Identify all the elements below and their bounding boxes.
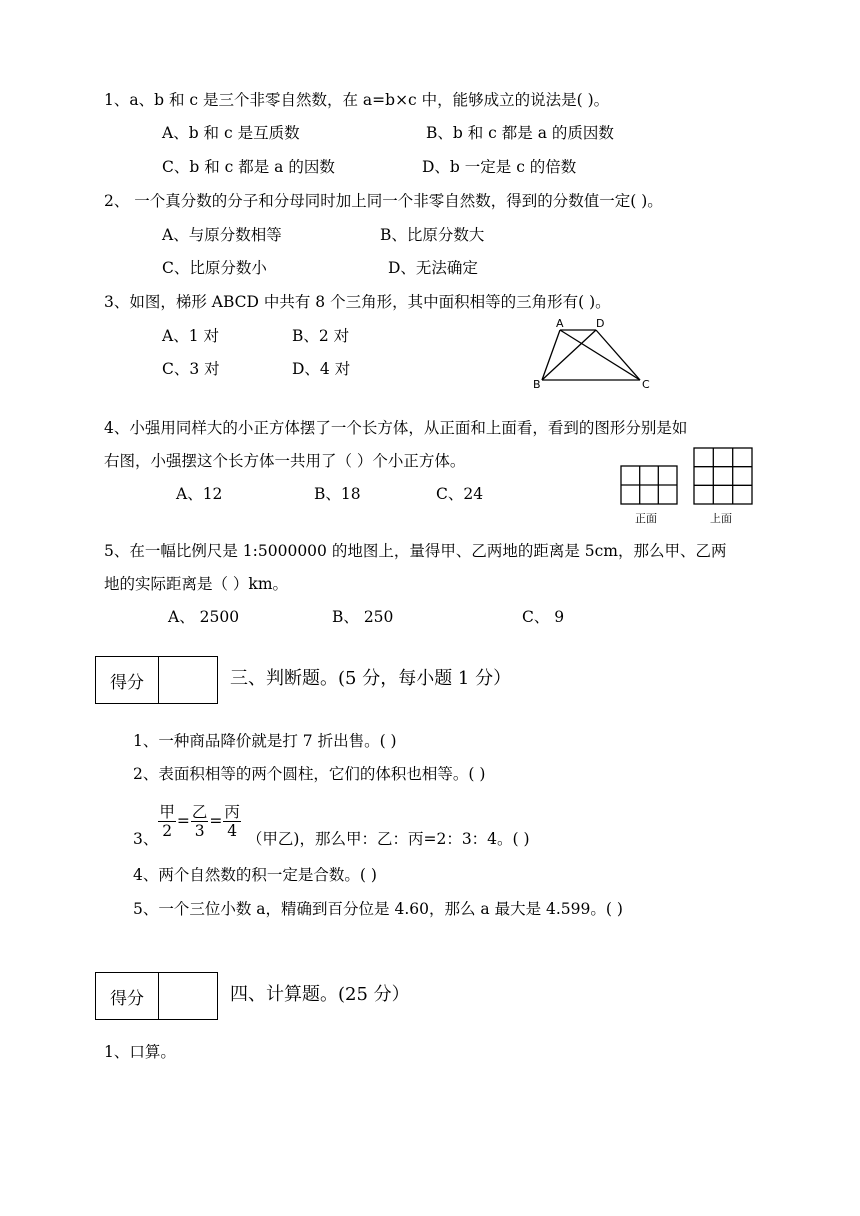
judge-item-4: 4、两个自然数的积一定是合数。( ) [133, 866, 377, 884]
q4-option-a: A、12 [176, 485, 223, 503]
q5-option-b: B、 250 [332, 608, 394, 626]
score-box-section4 [95, 972, 218, 1020]
judge-item-1: 1、一种商品降价就是打 7 折出售。( ) [133, 732, 397, 750]
q3-option-d: D、4 对 [292, 360, 351, 378]
q3-option-b: B、2 对 [292, 327, 350, 345]
q2-stem: 2、 一个真分数的分子和分母同时加上同一个非零自然数，得到的分数值一定( )。 [104, 192, 663, 210]
judge-item-3-prefix: 3、 [133, 830, 159, 848]
score-blank[interactable] [159, 657, 217, 703]
front-view-grid [621, 466, 677, 504]
equals-sign: = [176, 812, 190, 830]
vertex-label-d: D [596, 317, 605, 330]
q4-stem-line2: 右图，小强摆这个长方体一共用了（ ）个小正方体。 [104, 452, 466, 470]
vertex-label-c: C [642, 378, 650, 391]
fraction-yi: $\frac{\text{乙}}{3}$ [191, 802, 208, 840]
q2-option-d: D、无法确定 [388, 259, 478, 277]
judge-item-5: 5、一个三位小数 a，精确到百分位是 4.60，那么 a 最大是 4.599。( ) [133, 900, 623, 918]
calc-item-1: 1、口算。 [104, 1043, 176, 1061]
fraction-chain [158, 803, 241, 840]
trapezoid-figure [526, 316, 660, 392]
front-view-label: 正面 [635, 512, 657, 525]
q5-stem-line1: 5、在一幅比例尺是 1:5000000 的地图上，量得甲、乙两地的距离是 5cm，那么甲、乙两 [104, 542, 727, 560]
q1-option-c: C、b 和 c 都是 a 的因数 [162, 158, 335, 176]
q4-option-b: B、18 [314, 485, 361, 503]
q3-option-a: A、1 对 [162, 327, 219, 345]
q5-option-c: C、 9 [522, 608, 565, 626]
score-blank[interactable] [159, 973, 217, 1019]
q1-option-b: B、b 和 c 都是 a 的质因数 [426, 124, 614, 142]
top-view-grid [694, 448, 752, 504]
q2-option-b: B、比原分数大 [380, 226, 485, 244]
vertex-label-b: B [533, 378, 541, 391]
q2-option-c: C、比原分数小 [162, 259, 267, 277]
judge-item-2: 2、表面积相等的两个圆柱，它们的体积也相等。( ) [133, 765, 486, 783]
cube-views-figure [616, 444, 762, 530]
section4-title: 四、计算题。(25 分） [230, 984, 410, 1005]
q1-stem: 1、a、b 和 c 是三个非零自然数，在 a=b×c 中，能够成立的说法是( )。 [104, 91, 610, 109]
fraction-bing: $\frac{\text{丙}}{4}$ [224, 802, 240, 840]
top-view-label: 上面 [710, 512, 732, 525]
fraction-jia: $\frac{\text{甲}}{2}$ [159, 802, 175, 840]
q3-option-c: C、3 对 [162, 360, 220, 378]
judge-item-3 [133, 800, 530, 858]
q5-option-a: A、 2500 [168, 608, 240, 626]
judge-item-3-text: （甲乙)，那么甲：乙：丙=2：3：4。( ) [246, 830, 530, 848]
score-label: 得分 [96, 973, 159, 1019]
equals-sign: = [209, 812, 223, 830]
section3-title: 三、判断题。(5 分，每小题 1 分） [230, 668, 512, 689]
score-label: 得分 [96, 657, 159, 703]
q1-option-d: D、b 一定是 c 的倍数 [422, 158, 577, 176]
q4-option-c: C、24 [436, 485, 484, 503]
score-box-section3 [95, 656, 218, 704]
q3-stem: 3、如图，梯形 ABCD 中共有 8 个三角形，其中面积相等的三角形有( )。 [104, 293, 611, 311]
q1-option-a: A、b 和 c 是互质数 [162, 124, 300, 142]
vertex-label-a: A [556, 317, 564, 330]
q5-stem-line2: 地的实际距离是（ ）km。 [104, 575, 289, 593]
q4-stem-line1: 4、小强用同样大的小正方体摆了一个长方体，从正面和上面看，看到的图形分别是如 [104, 419, 688, 437]
q2-option-a: A、与原分数相等 [162, 226, 282, 244]
